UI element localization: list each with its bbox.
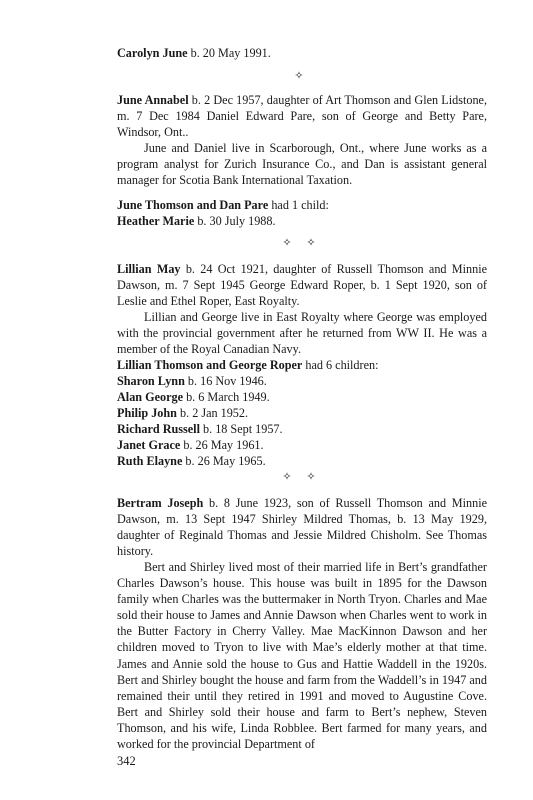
- ornament-divider: ✧: [294, 70, 310, 82]
- child-name: Alan George: [117, 390, 184, 405]
- paragraph-bert-shirley: Bert and Shirley lived most of their married life in Bert’s grandfather Charles Dawson’s house. This house was built in 1895 for the Dawson family when Charles was the buttermaker in North Tryon. Charles and Mae sold their house to James and Annie Dawson when Charles went to work in the Butter Factory in Cherry Valley. Mae MacKinnon Dawson and her children moved to Tryon to live with Mae’s elderly mother at that time. James and Annie sold the house to Gus and Hattie Waddell in the 1920s. Bert and Shirley bought the house and farm from the Waddell’s in 1947 and remained their until they retired in 1991 and moved to Augustine Cove. Bert and Shirley sold their house and farm to Bert’s nephew, Steven Thomson, and his wife, Linda Robblee. Bert farmed for many years, and worked for the provincial Department of: [117, 560, 487, 752]
- child-richard-russell: [117, 421, 487, 437]
- heading-names: Lillian Thomson and George Roper: [117, 358, 303, 372]
- entry-name: June Annabel: [117, 93, 189, 107]
- child-sharon-lynn: [117, 373, 487, 389]
- entry-name: Lillian May: [117, 262, 181, 276]
- entry-text: b. 20 May 1991.: [187, 46, 271, 60]
- paragraph-june-daniel: June and Daniel live in Scarborough, Ont., where June works as a program analyst for Zurich Insurance Co., and Dan is assistant general manager for Scotia Bank International Taxation.: [117, 141, 487, 188]
- entry-carolyn-june: [117, 45, 487, 61]
- child-name: Heather Marie: [117, 214, 195, 228]
- child-name: Richard Russell: [117, 422, 200, 437]
- entry-lillian-may: [117, 261, 487, 309]
- heading-text: had 6 children:: [302, 358, 379, 372]
- entry-name: Bertram Joseph: [117, 496, 204, 510]
- ornament-divider: ✧ ✧: [282, 471, 322, 483]
- child-text: b. 26 May 1961.: [180, 438, 264, 453]
- entry-name: Carolyn June: [117, 46, 188, 60]
- child-name: Ruth Elayne: [117, 454, 183, 469]
- entry-bertram-joseph: [117, 495, 487, 559]
- child-name: Sharon Lynn: [117, 374, 185, 388]
- child-name: Philip John: [117, 406, 177, 421]
- children-heading-june: [117, 197, 487, 213]
- entry-text: b. 24 Oct 1921, daughter of Russell Thomson and Minnie Dawson, m. 7 Sept 1945 George Edward Roper, b. 1 Sept 1920, son of Leslie and Ethel Roper, East Royalty.: [117, 262, 487, 309]
- child-ruth-elayne: [117, 453, 487, 469]
- entry-june-annabel: [117, 92, 487, 140]
- child-text: b. 26 May 1965.: [182, 454, 266, 469]
- entry-text: b. 8 June 1923, son of Russell Thomson and Minnie Dawson, m. 13 Sept 1947 Shirley Mildred Thomas, b. 13 May 1929, daughter of Reginald Thomas and Jessie Mildred Chisholm. See Thomas history.: [117, 496, 488, 559]
- heading-text: had 1 child:: [268, 198, 329, 212]
- child-name: Janet Grace: [117, 438, 181, 453]
- entry-text: b. 2 Dec 1957, daughter of Art Thomson and Glen Lidstone, m. 7 Dec 1984 Daniel Edward Pare, son of George and Betty Pare, Windsor, Ont..: [117, 93, 487, 140]
- child-philip-john: [117, 405, 487, 421]
- child-text: b. 6 March 1949.: [183, 390, 270, 405]
- ornament-divider: ✧ ✧: [282, 237, 322, 249]
- child-janet-grace: [117, 437, 487, 453]
- child-text: b. 2 Jan 1952.: [176, 406, 249, 421]
- page-number: 342: [117, 754, 136, 768]
- child-text: b. 18 Sept 1957.: [199, 422, 283, 437]
- paragraph-lillian-george: Lillian and George live in East Royalty where George was employed with the provincial government after he returned from WW II. He was a member of the Royal Canadian Navy.: [117, 310, 487, 357]
- children-heading-lillian: [117, 357, 487, 373]
- child-text: b. 16 Nov 1946.: [184, 374, 267, 388]
- child-alan-george: [117, 389, 487, 405]
- children-list: [117, 373, 487, 470]
- heading-names: June Thomson and Dan Pare: [117, 198, 269, 212]
- child-text: b. 30 July 1988.: [194, 214, 276, 228]
- child-heather-marie: [117, 213, 487, 229]
